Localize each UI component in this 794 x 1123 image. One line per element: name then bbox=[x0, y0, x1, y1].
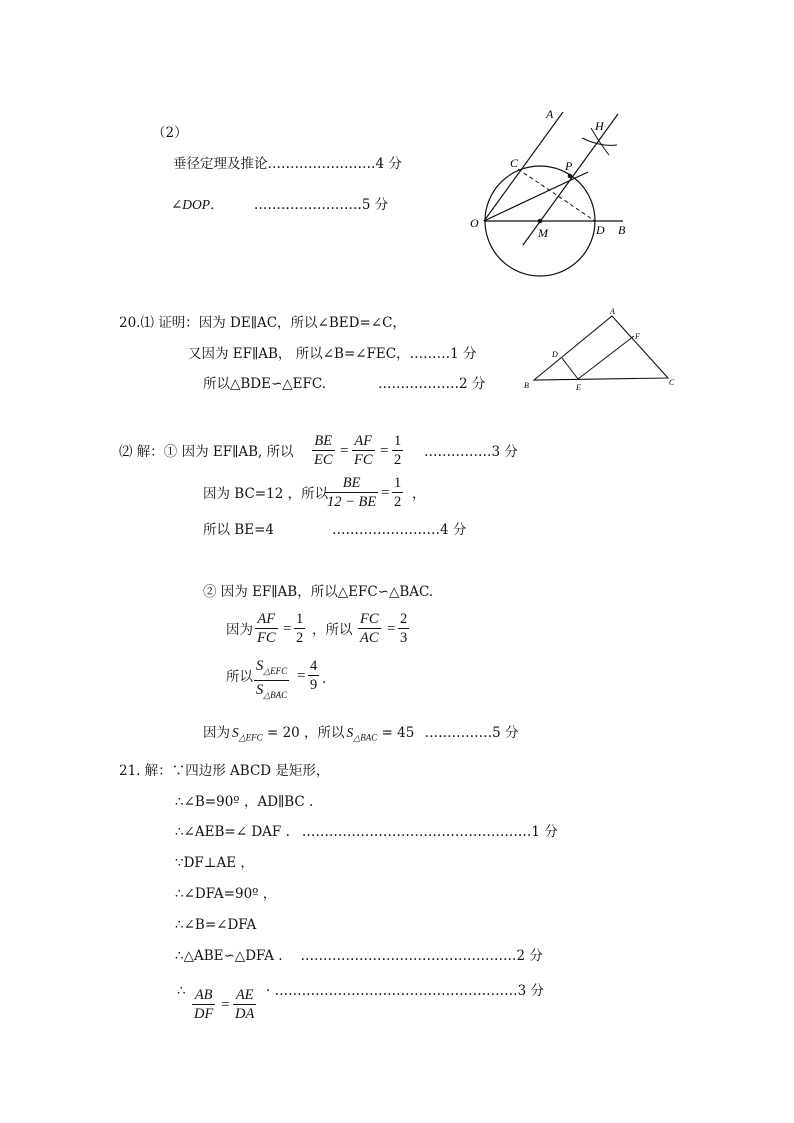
frac-den: FC bbox=[354, 452, 373, 468]
fraction-AF-FC-2 bbox=[255, 610, 278, 647]
comma: ， bbox=[412, 486, 426, 502]
p20-2-line2: 因为 BC=12 ，所以 bbox=[203, 486, 329, 502]
fraction-one-half bbox=[392, 432, 403, 469]
frac-num bbox=[254, 657, 289, 681]
score-5: ……………5 分 bbox=[424, 725, 519, 741]
because-label: 因为 bbox=[203, 725, 230, 741]
equals-sign: = bbox=[297, 668, 306, 684]
equals-sign: = bbox=[381, 485, 390, 501]
p21-line3-text: ∴∠AEB=∠ DAF . bbox=[175, 824, 290, 840]
fraction-BE-EC bbox=[312, 432, 335, 469]
frac-den: EC bbox=[314, 452, 333, 468]
p21-score-3: · ………………………………………………3 分 bbox=[266, 983, 544, 999]
equals-sign: = bbox=[221, 997, 230, 1013]
so-label-2: 所以 bbox=[226, 669, 253, 685]
circle-diagram bbox=[460, 100, 650, 290]
line-OP bbox=[484, 172, 588, 221]
s-symbol: S bbox=[256, 681, 264, 698]
p20-line2: 又因为 EF∥AB， 所以∠B=∠FEC，………1 分 bbox=[188, 346, 477, 362]
fraction-AE-DA bbox=[233, 986, 256, 1023]
efc-value: = 20 ，所以 bbox=[266, 725, 345, 741]
score-4: ……………………4 分 bbox=[331, 522, 467, 538]
fraction-one-half bbox=[392, 474, 403, 511]
theorem-text: 垂径定理及推论 bbox=[173, 156, 268, 172]
score-3: ……………3 分 bbox=[424, 444, 518, 460]
frac-num: AB bbox=[192, 986, 215, 1005]
label-C: C bbox=[510, 156, 519, 170]
frac-den: DA bbox=[235, 1006, 255, 1022]
frac-den: 2 bbox=[394, 452, 402, 468]
tri-label-F: F bbox=[635, 332, 640, 341]
triangle-diagram bbox=[518, 305, 688, 393]
frac-num: AF bbox=[352, 432, 375, 451]
p20-line1: 20.⑴ 证明：因为 DE∥AC，所以∠BED=∠C， bbox=[119, 315, 406, 331]
period: . bbox=[322, 671, 327, 687]
frac-den: FC bbox=[257, 630, 276, 646]
tri-label-C: C bbox=[669, 378, 675, 387]
p21-score-1: ……………………………………………1 分 bbox=[301, 824, 558, 840]
label-O: O bbox=[470, 216, 479, 230]
so-label: ，所以 bbox=[312, 622, 353, 638]
label-M: M bbox=[538, 226, 548, 240]
p21-line2: ∴∠B=90º ，AD∥BC . bbox=[175, 794, 314, 810]
p20-line3 bbox=[203, 375, 485, 393]
p21-line7-text: ∴△ABE∽△DFA . bbox=[175, 948, 283, 964]
frac-num: AF bbox=[255, 610, 278, 629]
fraction-AF-FC bbox=[352, 432, 375, 469]
frac-num: 1 bbox=[394, 433, 402, 449]
p20-2-sub2-line1: ② 因为 EF∥AB，所以△EFC∽△BAC. bbox=[203, 584, 434, 600]
frac-den: 2 bbox=[394, 494, 402, 510]
p20-2-line3 bbox=[203, 521, 466, 539]
frac-num: 4 bbox=[310, 658, 318, 674]
frac-num: 2 bbox=[400, 611, 408, 627]
equals-sign: = bbox=[340, 443, 349, 459]
tri-label-A: A bbox=[610, 307, 615, 316]
frac-num: 1 bbox=[394, 475, 402, 491]
equals-sign: = bbox=[387, 621, 396, 637]
subscript-efc: △EFC bbox=[263, 665, 288, 676]
p20-line3-text: 所以△BDE∽△EFC. bbox=[203, 376, 327, 392]
be-result: 所以 BE=4 bbox=[203, 522, 274, 538]
fraction-BE-12-BE bbox=[325, 474, 378, 511]
p20-line3-score: ………………2 分 bbox=[378, 376, 486, 392]
p21-line3 bbox=[175, 823, 558, 841]
theorem-line bbox=[173, 155, 402, 173]
because-label: 因为 bbox=[226, 622, 253, 638]
angle-score: ……………………5 分 bbox=[253, 197, 389, 213]
frac-den: 3 bbox=[400, 630, 408, 646]
fraction-area-ratio bbox=[254, 657, 289, 704]
tri-label-E: E bbox=[576, 383, 581, 392]
frac-num: BE bbox=[325, 474, 378, 493]
frac-num: FC bbox=[360, 611, 379, 627]
frac-num: AE bbox=[233, 986, 256, 1005]
p20-2-head: ⑵ 解：① 因为 EF∥AB, 所以 bbox=[119, 444, 294, 460]
theorem-score: ……………………4 分 bbox=[267, 156, 402, 172]
point-P bbox=[568, 174, 573, 179]
fraction-four-ninths bbox=[308, 657, 319, 694]
frac-num: 1 bbox=[296, 611, 304, 627]
frac-den: 2 bbox=[296, 630, 304, 646]
fraction-two-thirds bbox=[398, 610, 409, 647]
frac-den: 9 bbox=[310, 677, 318, 693]
p21-score-2: …………………………………………2 分 bbox=[300, 948, 543, 964]
frac-den bbox=[254, 681, 289, 704]
triangle-ABC bbox=[534, 316, 668, 380]
label-A: A bbox=[546, 107, 554, 121]
frac-den: AC bbox=[360, 630, 379, 646]
p20-2-final-line bbox=[203, 724, 518, 747]
bac-value: = 45 bbox=[381, 725, 415, 741]
point-M bbox=[538, 219, 543, 224]
p21-line4: ∵DF⊥AE ， bbox=[175, 855, 254, 871]
fraction-AB-DF bbox=[192, 986, 215, 1023]
fraction-FC-AC bbox=[358, 610, 381, 647]
subscript-bac: △BAC bbox=[353, 732, 378, 743]
s-symbol: S bbox=[346, 725, 354, 740]
tri-label-D: D bbox=[552, 350, 558, 359]
ray-OA bbox=[484, 112, 563, 221]
frac-num: BE bbox=[312, 432, 335, 451]
label-P: P bbox=[565, 159, 573, 173]
frac-den: 12 − BE bbox=[327, 494, 377, 510]
equals-sign: = bbox=[283, 621, 292, 637]
p21-line1: 21. 解：∵四边形 ABCD 是矩形， bbox=[119, 763, 330, 779]
chord-CD bbox=[518, 169, 595, 221]
angle-text: ∠DOP． bbox=[171, 197, 224, 212]
p21-line7 bbox=[175, 947, 543, 965]
subscript-bac: △BAC bbox=[263, 689, 288, 700]
label-H: H bbox=[595, 119, 604, 133]
s-symbol: S bbox=[256, 658, 264, 674]
equals-sign: = bbox=[380, 443, 389, 459]
p21-line6: ∴∠B=∠DFA bbox=[175, 917, 257, 933]
angle-line bbox=[171, 196, 388, 214]
frac-den: DF bbox=[194, 1006, 214, 1022]
s-symbol: S bbox=[232, 725, 239, 740]
p21-line5: ∴∠DFA=90º ， bbox=[175, 886, 277, 902]
label-D: D bbox=[596, 223, 605, 237]
label-B: B bbox=[618, 223, 626, 237]
tri-label-B: B bbox=[524, 381, 529, 390]
therefore-symbol: ∴ bbox=[177, 983, 186, 999]
segment-EF bbox=[578, 336, 634, 379]
segment-DE bbox=[562, 358, 578, 379]
part-label: （2） bbox=[152, 125, 188, 141]
fraction-one-half bbox=[294, 610, 305, 647]
subscript-efc: △EFC bbox=[238, 732, 263, 743]
